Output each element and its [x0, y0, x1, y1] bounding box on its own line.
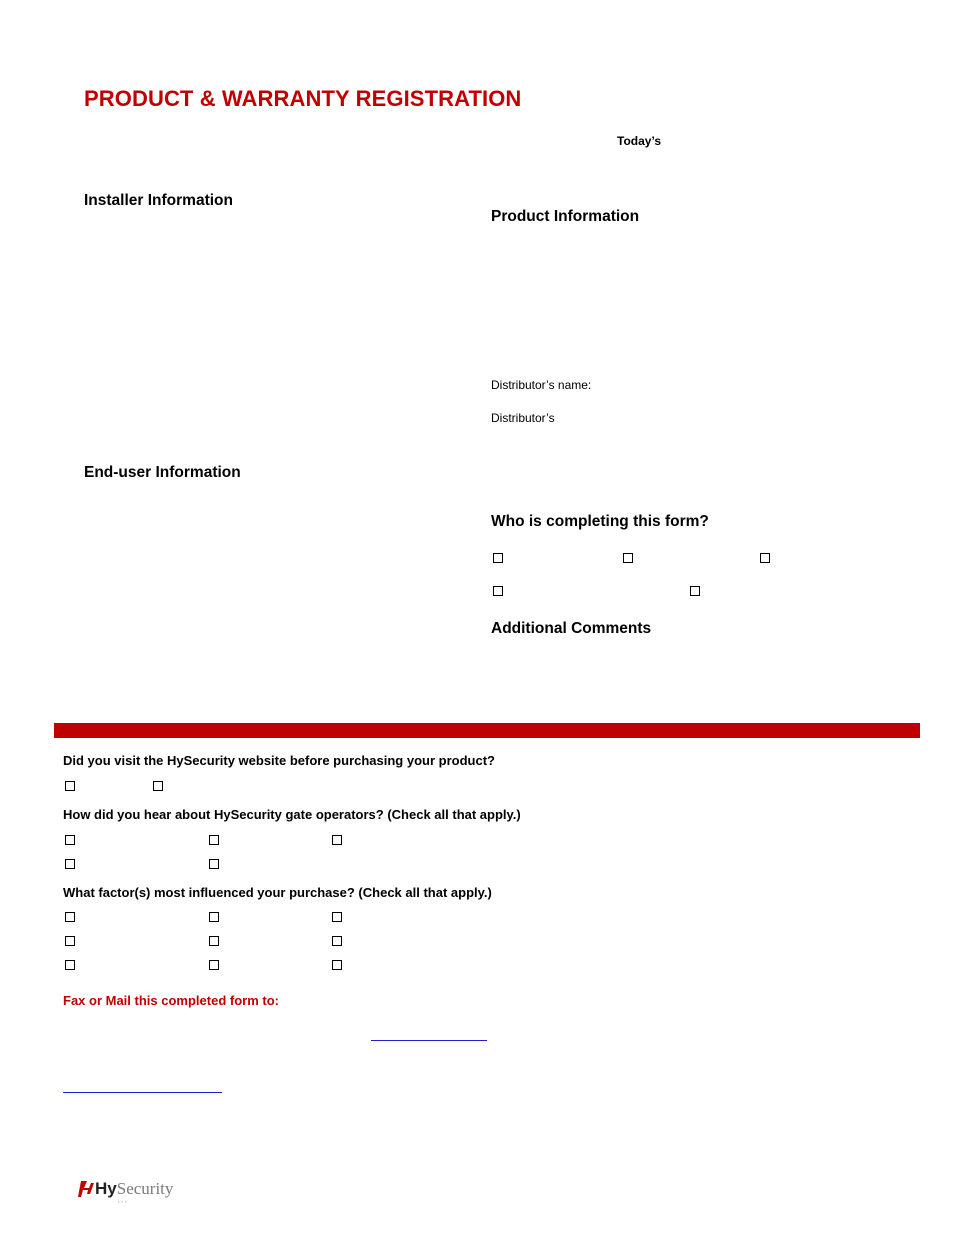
q3-checkbox-7[interactable]: [65, 960, 75, 970]
who-checkbox-3[interactable]: [760, 553, 770, 563]
survey-question-website: Did you visit the HySecurity website before purchasing your product?: [63, 753, 495, 768]
survey-divider-band: [54, 723, 920, 738]
installer-heading: Installer Information: [84, 192, 233, 209]
who-heading: Who is completing this form?: [491, 513, 709, 530]
q3-checkbox-6[interactable]: [332, 936, 342, 946]
q3-checkbox-8[interactable]: [209, 960, 219, 970]
comments-heading: Additional Comments: [491, 620, 652, 637]
q2-checkbox-3[interactable]: [332, 835, 342, 845]
date-label: Today’s: [617, 134, 662, 148]
end-user-heading: End-user Information: [84, 464, 241, 481]
q2-checkbox-4[interactable]: [65, 859, 75, 869]
product-heading: Product Information: [491, 208, 640, 225]
distributor-name-label: Distributor’s name:: [491, 378, 592, 392]
distributor-label: Distributor’s: [491, 411, 555, 425]
q2-checkbox-5[interactable]: [209, 859, 219, 869]
page-title: PRODUCT & WARRANTY REGISTRATION: [84, 86, 522, 111]
who-checkbox-1[interactable]: [493, 553, 503, 563]
q1-checkbox-2[interactable]: [153, 781, 163, 791]
who-checkbox-5[interactable]: [690, 586, 700, 596]
q3-checkbox-1[interactable]: [65, 912, 75, 922]
who-checkbox-2[interactable]: [623, 553, 633, 563]
logo-wordmark: HySecurity: [95, 1179, 174, 1198]
survey-question-factors: What factor(s) most influenced your purchase? (Check all that apply.): [63, 885, 492, 900]
fax-mail-label: Fax or Mail this completed form to:: [63, 993, 279, 1008]
who-checkbox-4[interactable]: [493, 586, 503, 596]
q3-checkbox-2[interactable]: [209, 912, 219, 922]
hysecurity-logo-icon: [78, 1180, 94, 1198]
website-link-underline[interactable]: [63, 1092, 222, 1093]
q3-checkbox-5[interactable]: [209, 936, 219, 946]
logo-tagline: ▪ ▪ ▪: [118, 1199, 127, 1204]
email-link-underline[interactable]: [371, 1040, 487, 1041]
q3-checkbox-9[interactable]: [332, 960, 342, 970]
q1-checkbox-1[interactable]: [65, 781, 75, 791]
survey-question-hear: How did you hear about HySecurity gate operators? (Check all that apply.): [63, 807, 521, 822]
q3-checkbox-4[interactable]: [65, 936, 75, 946]
hysecurity-logo: [78, 1178, 178, 1208]
q2-checkbox-2[interactable]: [209, 835, 219, 845]
q3-checkbox-3[interactable]: [332, 912, 342, 922]
q2-checkbox-1[interactable]: [65, 835, 75, 845]
